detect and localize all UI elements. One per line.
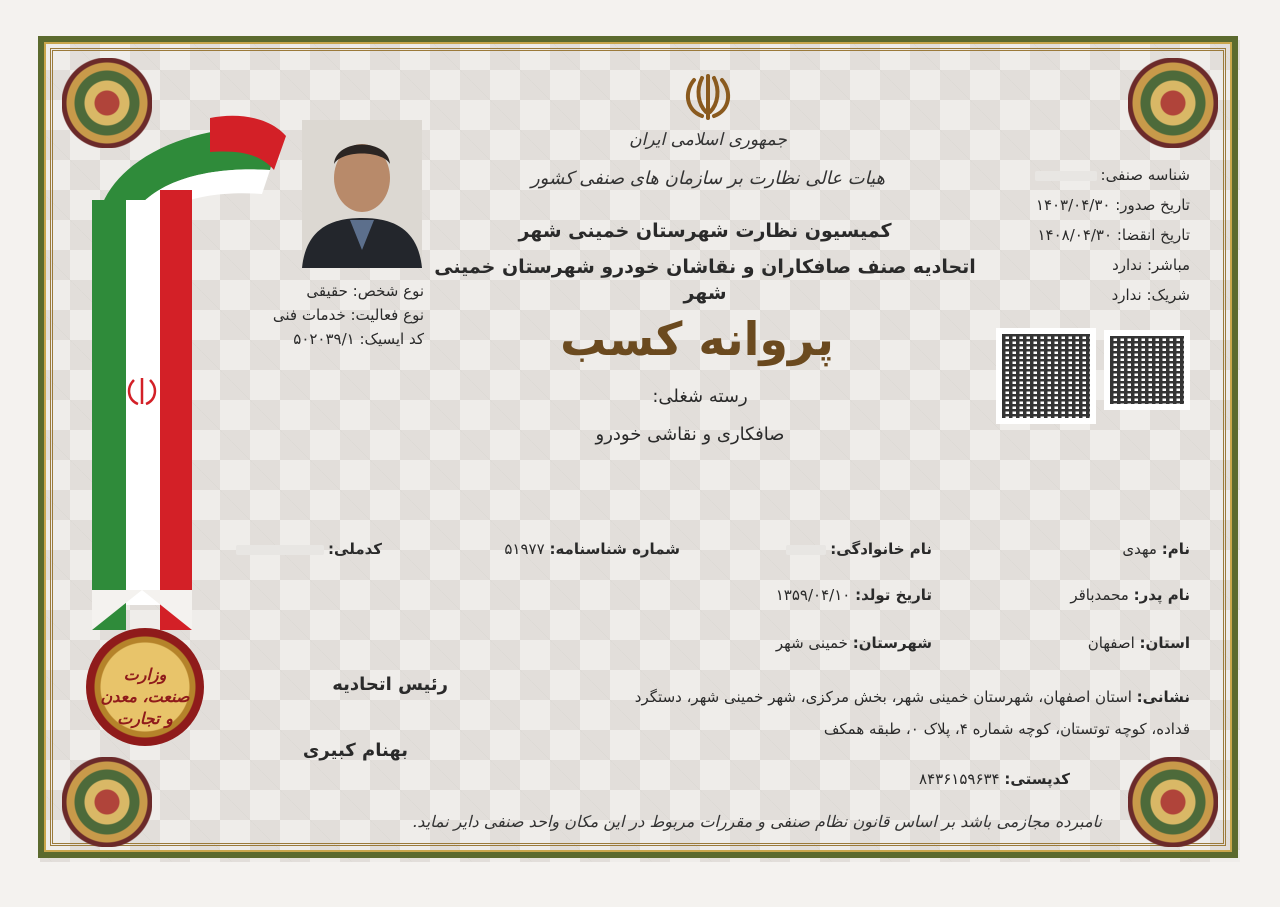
partner: شریک: ندارد [1111,286,1190,304]
father-value: محمدباقر [1070,586,1129,604]
qr-code-large [996,328,1096,424]
corner-ornament-icon [1128,757,1218,847]
id-no-label: شماره شناسنامه: [549,540,680,558]
redacted-value [786,545,826,555]
redacted-value [1035,171,1097,181]
union-title-line2: شهر [683,282,727,304]
name-label: نام: [1161,540,1190,558]
commission-title: کمیسیون نظارت شهرستان خمینی شهر [518,220,892,242]
father-label: نام پدر: [1133,586,1190,604]
person-photo-icon [302,120,422,268]
redacted-value [236,545,324,555]
job-category-label: رسته شغلی: [652,386,748,407]
field-name [1122,540,1190,558]
field-city [776,634,932,652]
field-father [1070,586,1190,604]
field-province [1088,634,1190,652]
seal-text-line2: صنعت، معدن [100,687,190,706]
birth-label: تاریخ تولد: [855,586,932,604]
city-value: خمینی شهر [775,634,848,652]
national-code-label: کدملی: [328,540,382,558]
city-label: شهرستان: [852,634,932,652]
person-type: نوع شخص: حقیقی [306,282,424,300]
footer-note: نامبرده مجازمی باشد بر اساس قانون نظام صنفی و مقررات مربوط در این مکان واحد صنفی دایر نماید. [412,812,1102,831]
field-national-code [232,540,382,558]
isic-code: کد ایسیک: ۵۰۲۰۳۹/۱ [293,330,424,348]
flag-ribbon-icon [90,110,290,650]
seal-text-line1: وزارت [123,665,167,684]
expiry-date: تاریخ انقضا: ۱۴۰۸/۰۴/۳۰ [1037,226,1190,244]
signature-name: بهنام کبیری [302,740,408,761]
province-value: اصفهان [1087,634,1135,652]
field-postal [919,770,1070,788]
manager: مباشر: ندارد [1112,256,1190,274]
family-label: نام خانوادگی: [830,540,932,558]
postal-label: کدپستی: [1004,770,1070,788]
id-no-value: ۵۱۹۷۷ [504,540,545,558]
seal-text-line3: و تجارت [117,709,173,728]
address-value-line1: استان اصفهان، شهرستان خمینی شهر، بخش مرکزی، شهر خمینی شهر، دستگرد [634,688,1132,706]
guild-id [1031,166,1190,184]
corner-ornament-icon [62,757,152,847]
birth-value: ۱۳۵۹/۰۴/۱۰ [775,586,851,604]
activity-type: نوع فعالیت: خدمات فنی [272,306,424,324]
address-label: نشانی: [1136,688,1190,706]
name-value: مهدی [1122,540,1157,558]
republic-title: جمهوری اسلامی ایران [629,130,787,150]
field-family [782,540,932,558]
field-birth [776,586,932,604]
field-address-line2: قداده، کوچه توتستان، کوچه شماره ۴، پلاک ۰، طبقه همکف [823,720,1190,738]
qr-code-small [1104,330,1190,410]
field-address-line1 [635,688,1190,706]
holder-photo [302,120,422,268]
job-category-value: صافکاری و نقاشی خودرو [595,424,785,445]
document-title: پروانه کسب [560,312,834,366]
iran-emblem-icon [680,72,736,122]
signature-role: رئیس اتحادیه [332,674,448,695]
union-title-line1: اتحادیه صنف صافکاران و نقاشان خودرو شهرستان خمینی [434,256,976,278]
province-label: استان: [1139,634,1190,652]
postal-value: ۸۴۳۶۱۵۹۶۳۴ [919,770,1000,788]
field-id-no [504,540,680,558]
ministry-seal [86,628,204,746]
council-title: هیات عالی نظارت بر سازمان های صنفی کشور [530,168,886,189]
issue-date: تاریخ صدور: ۱۴۰۳/۰۴/۳۰ [1035,196,1190,214]
guild-id-label: شناسه صنفی: [1100,166,1190,184]
